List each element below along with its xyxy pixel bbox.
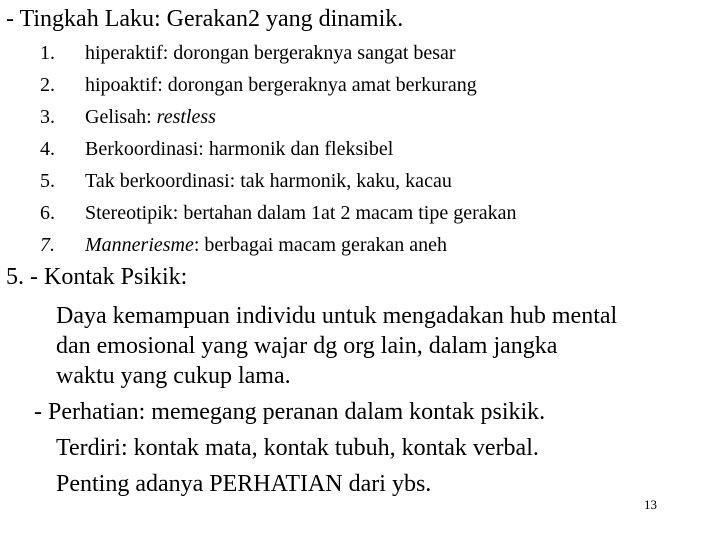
- list-text-italic: Manneriesme: [85, 234, 194, 256]
- attention-line: - Perhatian: memegang peranan dalam kontak psikik.: [34, 399, 546, 425]
- section-title: 5. - Kontak Psikik:: [6, 264, 188, 290]
- list-number: 4.: [40, 138, 55, 160]
- list-number: 7.: [40, 234, 55, 256]
- paragraph-line: Daya kemampuan individu untuk mengadakan hub mental: [56, 303, 618, 329]
- list-item: [40, 101, 517, 133]
- list-item: [40, 133, 517, 165]
- page-number: 13: [644, 497, 657, 512]
- list-text-prefix: Gelisah:: [85, 106, 157, 128]
- list-text: Stereotipik: bertahan dalam 1at 2 macam tipe gerakan: [85, 202, 517, 224]
- list-text: hiperaktif: dorongan bergeraknya sangat besar: [85, 42, 456, 64]
- list-text: [85, 101, 216, 133]
- list-item: [40, 37, 517, 69]
- detail-line: Penting adanya PERHATIAN dari ybs.: [56, 471, 432, 497]
- list-number: 5.: [40, 170, 55, 192]
- paragraph-line: waktu yang cukup lama.: [56, 363, 291, 389]
- behavior-list: [40, 37, 517, 261]
- list-number: 3.: [40, 106, 55, 128]
- slide-heading: - Tingkah Laku: Gerakan2 yang dinamik.: [6, 6, 404, 32]
- list-number: 6.: [40, 202, 55, 224]
- list-text: hipoaktif: dorongan bergeraknya amat berkurang: [85, 74, 477, 96]
- list-item: [40, 197, 517, 229]
- list-item: [40, 165, 517, 197]
- list-text: Tak berkoordinasi: tak harmonik, kaku, kacau: [85, 170, 452, 192]
- detail-line: Terdiri: kontak mata, kontak tubuh, kontak verbal.: [56, 435, 539, 461]
- paragraph-line: dan emosional yang wajar dg org lain, dalam jangka: [56, 333, 558, 359]
- list-number: 1.: [40, 42, 55, 64]
- list-text: Berkoordinasi: harmonik dan fleksibel: [85, 138, 394, 160]
- list-item: [40, 69, 517, 101]
- list-number: 2.: [40, 74, 55, 96]
- list-text-italic: restless: [156, 106, 216, 128]
- list-item: [40, 229, 517, 261]
- list-text-suffix: : berbagai macam gerakan aneh: [193, 234, 448, 256]
- list-text: [85, 229, 447, 261]
